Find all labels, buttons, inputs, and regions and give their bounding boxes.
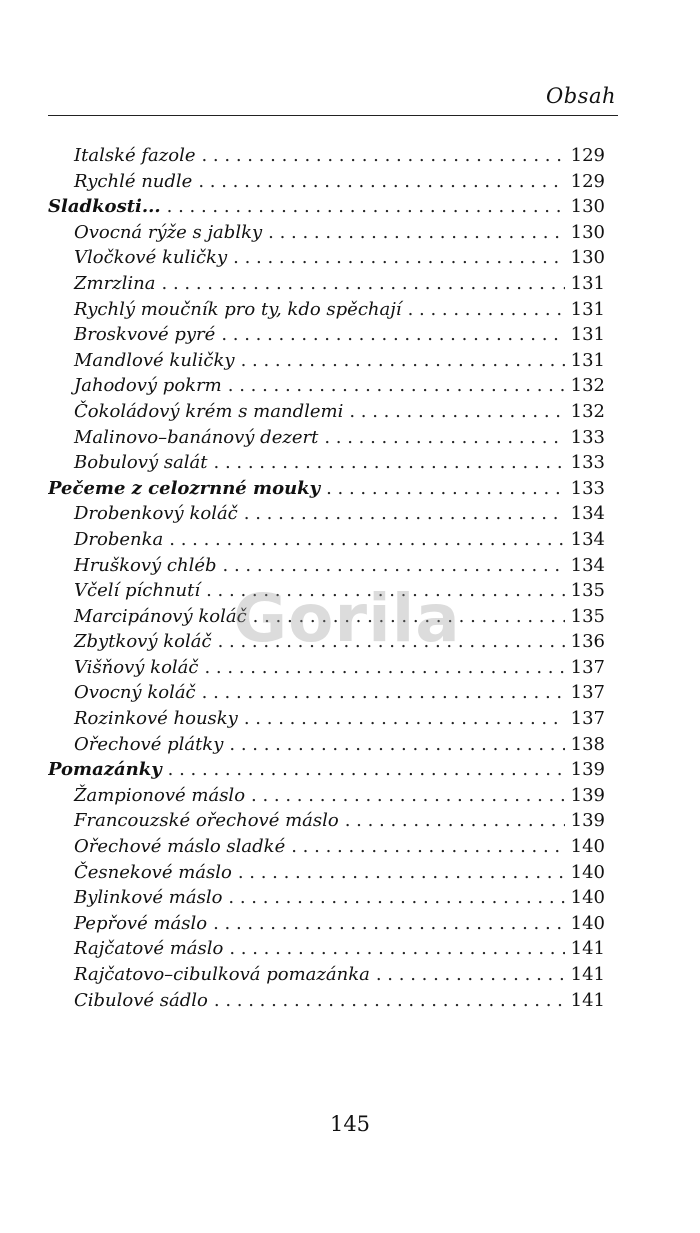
- dot-leader: [214, 450, 565, 476]
- toc-entry-title: Rozinkové housky: [74, 708, 238, 730]
- page-number: 145: [329, 1112, 371, 1136]
- toc-page-number: 134: [570, 503, 605, 525]
- dot-leader: [268, 220, 564, 246]
- toc-page-number: 132: [570, 375, 605, 397]
- toc-entry-title: Ovocná rýže s jablky: [74, 221, 263, 243]
- toc-page-number: 132: [570, 400, 605, 422]
- toc-section-row: [48, 757, 605, 783]
- dot-leader: [345, 808, 565, 834]
- toc-page-number: 131: [570, 298, 605, 320]
- toc-entry-title: Včelí píchnutí: [74, 580, 201, 602]
- toc-entry-title: Česnekové máslo: [74, 861, 232, 883]
- toc-entry-row: [48, 553, 605, 579]
- toc-entry-row: [48, 655, 605, 681]
- toc-entry-row: [48, 297, 605, 323]
- toc-entry-title: Čokoládový krém s mandlemi: [74, 400, 344, 422]
- toc-page-number: 135: [570, 605, 605, 627]
- dot-leader: [326, 476, 565, 502]
- toc-page-number: 131: [570, 272, 605, 294]
- toc-entry-row: [48, 706, 605, 732]
- toc-section-row: [48, 476, 605, 502]
- toc-entry-title: Hruškový chléb: [74, 554, 217, 576]
- toc-entry-title: Ovocný koláč: [74, 682, 196, 704]
- toc-page-number: 129: [570, 145, 605, 166]
- toc-entry-row: [48, 808, 605, 834]
- toc-entry-title: Drobenka: [74, 528, 164, 550]
- toc-page-number: 140: [570, 887, 605, 909]
- toc-entry-title: Pomazánky: [48, 759, 162, 781]
- dot-leader: [201, 143, 564, 169]
- dot-leader: [169, 527, 564, 553]
- toc-page-number: 131: [570, 349, 605, 371]
- toc-entry-row: [48, 450, 605, 476]
- toc-entry-title: Francouzské ořechové máslo: [74, 810, 339, 832]
- toc-page-number: 130: [570, 247, 605, 269]
- toc-entry-title: Malinovo–banánový dezert: [74, 426, 319, 448]
- dot-leader: [349, 399, 564, 425]
- dot-leader: [244, 501, 565, 527]
- toc-entry-row: [48, 936, 605, 962]
- running-head-title: Obsah: [546, 84, 616, 108]
- toc-entry-title: Zmrzlina: [74, 272, 156, 294]
- dot-leader: [223, 553, 565, 579]
- toc-entry-row: [48, 860, 605, 886]
- dot-leader: [162, 271, 565, 297]
- toc-entry-title: Bobulový salát: [74, 452, 208, 474]
- dot-leader: [408, 297, 565, 323]
- toc-page-number: 130: [570, 221, 605, 243]
- table-of-contents: [48, 143, 605, 1013]
- toc-page-number: 141: [570, 989, 605, 1011]
- toc-page-number: 141: [570, 964, 605, 985]
- toc-entry-row: [48, 732, 605, 758]
- toc-page-number: 141: [570, 938, 605, 960]
- toc-page-number: 138: [570, 733, 605, 755]
- toc-entry-row: [48, 527, 605, 553]
- watermark-logo: Gorila: [233, 580, 461, 657]
- dot-leader: [228, 885, 564, 911]
- toc-entry-title: Jahodový pokrm: [74, 375, 222, 397]
- toc-entry-row: [48, 834, 605, 860]
- dot-leader: [204, 655, 564, 681]
- dot-leader: [202, 680, 565, 706]
- toc-entry-title: Rajčatovo–cibulková pomazánka: [74, 964, 370, 985]
- dot-leader: [198, 169, 564, 195]
- toc-entry-row: [48, 322, 605, 348]
- toc-entry-title: Ořechové plátky: [74, 733, 224, 755]
- toc-entry-row: [48, 911, 605, 937]
- header-rule: [48, 115, 618, 116]
- toc-page-number: 135: [570, 580, 605, 602]
- toc-entry-row: [48, 373, 605, 399]
- dot-leader: [228, 373, 565, 399]
- toc-page-number: 131: [570, 324, 605, 346]
- dot-leader: [229, 936, 564, 962]
- toc-entry-title: Rychlé nudle: [74, 170, 193, 192]
- toc-entry-row: [48, 988, 605, 1014]
- toc-entry-title: Zbytkový koláč: [74, 631, 212, 653]
- toc-entry-row: [48, 885, 605, 911]
- toc-entry-title: Broskvové pyré: [74, 324, 216, 346]
- dot-leader: [244, 706, 565, 732]
- toc-entry-row: [48, 680, 605, 706]
- dot-leader: [168, 757, 565, 783]
- toc-entry-row: [48, 245, 605, 271]
- toc-page-number: 140: [570, 912, 605, 934]
- dot-leader: [241, 348, 565, 374]
- toc-page-number: 137: [570, 656, 605, 678]
- toc-entry-row: [48, 425, 605, 451]
- toc-entry-row: [48, 783, 605, 809]
- toc-entry-row: [48, 604, 605, 630]
- toc-entry-title: Ořechové máslo sladké: [74, 836, 286, 858]
- dot-leader: [238, 860, 565, 886]
- toc-entry-title: Sladkosti...: [48, 196, 161, 218]
- dot-leader: [218, 629, 565, 655]
- toc-entry-title: Drobenkový koláč: [74, 503, 238, 525]
- toc-section-row: [48, 194, 605, 220]
- dot-leader: [206, 578, 565, 604]
- toc-entry-title: Cibulové sádlo: [74, 989, 208, 1011]
- toc-entry-title: Marcipánový koláč: [74, 605, 247, 627]
- dot-leader: [251, 783, 565, 809]
- toc-entry-title: Rajčatové máslo: [74, 938, 224, 960]
- dot-leader: [324, 425, 564, 451]
- toc-entry-title: Bylinkové máslo: [74, 887, 223, 909]
- toc-entry-row: [48, 220, 605, 246]
- toc-page-number: 133: [570, 426, 605, 448]
- dot-leader: [233, 245, 565, 271]
- toc-entry-row: [48, 348, 605, 374]
- toc-page-number: 134: [570, 528, 605, 550]
- dot-leader: [376, 962, 565, 988]
- dot-leader: [167, 194, 565, 220]
- dot-leader: [214, 988, 565, 1014]
- toc-entry-row: [48, 399, 605, 425]
- toc-entry-row: [48, 629, 605, 655]
- toc-page-number: 129: [570, 170, 605, 192]
- toc-entry-row: [48, 962, 605, 988]
- toc-page-number: 133: [570, 477, 605, 499]
- toc-page-number: 130: [570, 196, 605, 218]
- toc-page-number: 139: [570, 810, 605, 832]
- toc-entry-title: Mandlové kuličky: [74, 349, 235, 371]
- toc-page-number: 137: [570, 682, 605, 704]
- toc-page-number: 133: [570, 452, 605, 474]
- toc-page-number: 139: [570, 784, 605, 806]
- toc-entry-title: Rychlý moučník pro ty, kdo spěchají: [74, 298, 402, 320]
- toc-entry-row: [48, 578, 605, 604]
- toc-page-number: 136: [570, 631, 605, 653]
- toc-page-number: 137: [570, 708, 605, 730]
- toc-entry-row: [48, 169, 605, 195]
- toc-entry-title: Žampionové máslo: [74, 784, 246, 806]
- toc-page-number: 140: [570, 836, 605, 858]
- toc-entry-title: Vločkové kuličky: [74, 247, 228, 269]
- toc-page-number: 139: [570, 759, 605, 781]
- toc-page-number: 140: [570, 861, 605, 883]
- toc-entry-title: Pečeme z celozrnné mouky: [48, 477, 321, 499]
- toc-entry-title: Višňový koláč: [74, 656, 199, 678]
- dot-leader: [253, 604, 565, 630]
- dot-leader: [291, 834, 564, 860]
- toc-entry-row: [48, 501, 605, 527]
- dot-leader: [213, 911, 565, 937]
- toc-entry-title: Italské fazole: [74, 145, 196, 166]
- toc-entry-row: [48, 143, 605, 169]
- dot-leader: [221, 322, 564, 348]
- toc-page-number: 134: [570, 554, 605, 576]
- dot-leader: [229, 732, 564, 758]
- toc-entry-title: Pepřové máslo: [74, 912, 208, 934]
- toc-entry-row: [48, 271, 605, 297]
